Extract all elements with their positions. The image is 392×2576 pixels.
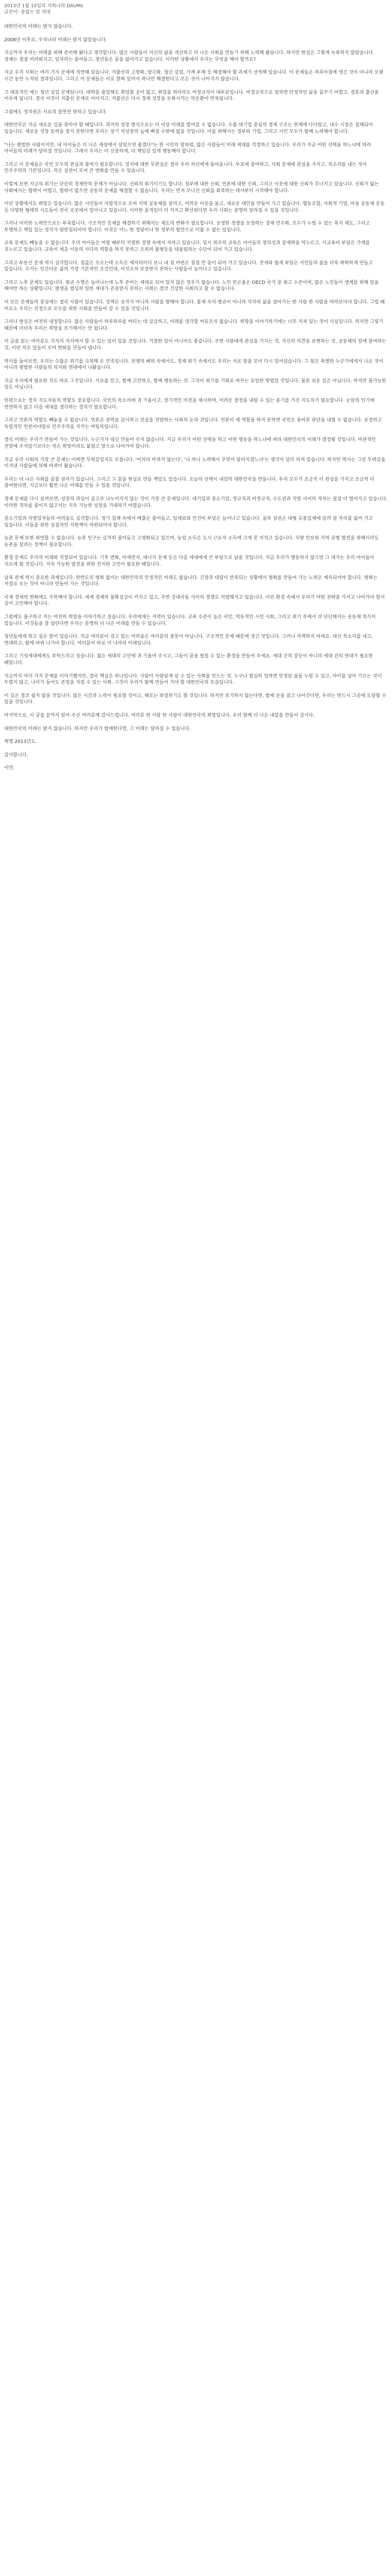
article-paragraph: 그러나 이러한 노력만으로는 부족합니다. 구조적인 문제를 해결하기 위해서는 제도의 변화가 필요합니다. 공정한 경쟁을 보장하는 경제 민주화, 모두가 누릴 수 있는 복지 제도, 그리고 투명하고 책임 있는 정치가 뒷받침되어야 합니다. 이것은 어느 한 정당이나 한 정부의 힘만으로 이룰 수 없는 일입니다. xyxy=(4,221,370,233)
article-paragraph: 환경 문제도 우리의 미래와 직결되어 있습니다. 기후 변화, 미세먼지, 에너지 문제 등은 다음 세대에게 큰 부담으로 남을 것입니다. 지금 우리가 행동하지 않으면 그 대가는 우리 아이들이 치르게 될 것입니다. 지속 가능한 발전을 위한 진지한 고민이 필요한 때입니다. xyxy=(4,555,374,568)
closing-line-3: 이만. xyxy=(4,766,15,771)
closing-line-1: 혁명 2013년도. xyxy=(4,739,37,745)
article-paragraph: 국제 정세의 변화에도 주목해야 합니다. 세계 경제의 불확실성이 커지고 있고, 주변 강대국들 사이의 경쟁도 치열해지고 있습니다. 이런 환경 속에서 우리가 어떤 전략을 가지고 나아가야 할지 깊이 고민해야 합니다. xyxy=(4,595,385,607)
article-paragraph: 그럼에도 정치권은 서로의 잘못만 탓하고 있습니다. xyxy=(4,109,107,115)
article-paragraph: 우리는 더 나은 사회를 꿈꿀 권리가 있습니다. 그리고 그 꿈을 현실로 만들 책임도 있습니다. 오늘의 선택이 내일의 대한민국을 만듭니다. 우리 모두가 조금씩 더 관심을 가지고 조금씩 더 참여한다면, 지금보다 훨씬 나은 미래를 만들 수 있을 것입니다. xyxy=(4,477,374,489)
article-paragraph: 대한민국은 지금 새로운 길을 찾아야 할 때입니다. 과거의 성장 방식으로는 더 이상 미래를 열어갈 수 없습니다. 수출 대기업 중심의 경제 구조는 한계에 다다랐고, 내수 시장은 침체되어 있습니다. 새로운 성장 동력을 찾지 못한다면 우리는 장기 저성장의 늪에 빠질 수밖에 없을 것입니다. 이를 위해서는 정부와 기업, 그리고 시민 모두가 함께 노력해야 합니다. xyxy=(4,123,373,134)
article-paragraph: 그리고 이 문제들은 국민 모두의 관심과 참여가 필요합니다. 정치에 대한 무관심은 결국 우리 자신에게 돌아옵니다. 투표에 참여하고, 사회 문제에 관심을 가지고, 목소리를 내는 것이 민주주의의 기본입니다. 작은 실천이 모여 큰 변화를 만들 수 있습니다. xyxy=(4,162,367,174)
article-paragraph: 이런 상황에서도 희망은 있습니다. 많은 시민들이 자발적으로 모여 지역 공동체를 살리고, 어려운 이웃을 돕고, 새로운 대안을 만들어 가고 있습니다. 협동조합, 사회적 기업, 마을 공동체 운동 등 다양한 형태의 시도들이 전국 곳곳에서 일어나고 있습니다. 이러한 움직임이 더 커지고 확산된다면 우리 사회는 분명히 달라질 수 있을 것입니다. xyxy=(4,201,385,213)
closing-line-2: 감사합니다. xyxy=(4,752,28,758)
article-paragraph: 대한민국의 미래는 밝지 않습니다. xyxy=(4,24,73,29)
post-date-line: 2013년 1월 10일의 저희나라 DAUMs xyxy=(4,4,84,9)
article-paragraph: 이 모든 문제들의 중심에는 결국 사람이 있습니다. 정책은 숫자가 아니라 사람을 향해야 합니다. 통계 속의 평균이 아니라 각자의 삶을 살아가는 한 사람 한 사람을 바라보아야 합니다. 그럴 때 비로소 우리는 진정으로 모두를 위한 사회를 만들어 갈 수 있을 것입니다. xyxy=(4,300,385,312)
article-paragraph: 남북 관계 역시 중요한 과제입니다. 한반도의 평화 없이는 대한민국의 안정적인 미래도 없습니다. 긴장과 대립이 반복되는 상황에서 평화를 만들어 가는 노력은 계속되어야 합니다. 평화는 저절로 오는 것이 아니라 만들어 가는 것입니다. xyxy=(4,575,378,587)
article-paragraph: 그리고 노후 문제도 있습니다. 평균 수명은 늘어나는데 노후 준비는 제대로 되어 있지 않은 경우가 많습니다. 노인 빈곤율은 OECD 국가 중 최고 수준이며, 많은 노인들이 생계를 위해 일을 해야만 하는 상황입니다. 평생을 열심히 일한 세대가 존중받지 못하는 사회는 결코 건강한 사회라고 할 수 없습니다. xyxy=(4,280,379,292)
article-paragraph: 지금 우리 사회는 여러 가지 문제에 직면해 있습니다. 저출산과 고령화, 양극화, 청년 실업, 가계 부채 등 해결해야 할 과제가 산적해 있습니다. 이 문제들은 하루아침에 생긴 것이 아니라 오랜 시간 동안 누적된 결과입니다. 그리고 이 문제들은 서로 얽혀 있어서 하나만 해결한다고 모든 것이 나아지지 않습니다. xyxy=(4,70,383,82)
article-paragraph: 역사를 돌아보면, 우리는 수많은 위기를 극복해 온 민족입니다. 전쟁의 폐허 속에서도, 경제 위기 속에서도 우리는 서로 힘을 모아 다시 일어섰습니다. 그 힘은 특별한 누군가에게서 나온 것이 아니라 평범한 사람들의 의지와 연대에서 나왔습니다. xyxy=(4,359,384,371)
article-body xyxy=(4,24,388,732)
article-paragraph: 농촌 문제 또한 외면할 수 없습니다. 농촌 인구는 급격히 줄어들고 고령화되고 있으며, 농업 소득은 도시 근로자 소득에 크게 못 미치고 있습니다. 식량 안보와 지역 균형 발전을 위해서라도 농촌을 살리는 정책이 필요합니다. xyxy=(4,536,379,548)
article-paragraph: 경제 문제를 다시 살펴보면, 성장의 과실이 골고루 나누어지지 않는 것이 가장 큰 문제입니다. 대기업과 중소기업, 정규직과 비정규직, 수도권과 지방 사이의 격차는 점점 더 벌어지고 있습니다. 이러한 격차를 줄이지 않고서는 지속 가능한 성장을 기대하기 어렵습니다. xyxy=(4,496,388,509)
article-paragraph: 마지막으로, 이 글을 끝까지 읽어 주신 여러분께 감사드립니다. 여러분 한 사람 한 사람이 대한민국의 희망입니다. 우리 함께 더 나은 내일을 만들어 갑시다. xyxy=(4,713,315,718)
article-paragraph: 지금까지 여러 가지 문제를 이야기했지만, 결국 핵심은 하나입니다. 사람이 사람답게 살 수 있는 사회를 만드는 것. 누구나 열심히 일하면 안정된 삶을 누릴 수 있고, 아이를 낳아 기르는 것이 두렵지 않고, 나이가 들어도 존엄을 지킬 수 있는 사회. 그것이 우리가 함께 만들어 가야 할 대한민국의 모습입니다. xyxy=(4,673,382,686)
article-paragraph: 청년들에게 하고 싶은 말이 있습니다. 지금 여러분이 겪고 있는 어려움은 여러분의 잘못이 아닙니다. 구조적인 문제 때문에 생긴 것입니다. 그러니 자책하지 마세요. 대신 목소리를 내고, 연대하고, 함께 바꿔 나가야 합니다. 여러분이 바로 이 나라의 미래입니다. xyxy=(4,634,373,646)
article-paragraph: 그럼에도 불구하고 저는 여전히 희망을 이야기하고 싶습니다. 우리에게는 저력이 있습니다. 교육 수준이 높은 국민, 역동적인 시민 사회, 그리고 위기 속에서 더 단단해지는 공동체 의식이 있습니다. 이것들을 잘 살린다면 우리는 분명히 더 나은 미래를 만들 수 있습니다. xyxy=(4,615,376,626)
article-paragraph: 2008년 이후로, 우리나라 미래는 밝지 않았습니다. xyxy=(4,37,107,43)
article-paragraph: 대한민국의 미래는 밝지 않습니다. 하지만 우리가 함께한다면, 그 미래는 달라질 수 있습니다. xyxy=(4,726,191,732)
article-paragraph: 지금 우리 사회의 가장 큰 문제는 어쩌면 무력감일지도 모릅니다. '어차피 바뀌지 않는다', '나 하나 노력해서 무엇이 달라지겠느냐'는 생각이 널리 퍼져 있습니다. 하지만 역사는 그런 무력감을 이겨낸 사람들에 의해 바뀌어 왔습니다. xyxy=(4,457,386,469)
article-paragraph: 중소기업과 자영업자들의 어려움도 심각합니다. 경기 침체 속에서 매출은 줄어들고, 임대료와 인건비 부담은 늘어나고 있습니다. 골목 상권은 대형 유통업체에 밀려 설 자리를 잃어 가고 있습니다. 이들을 위한 실질적인 지원책이 마련되어야 합니다. xyxy=(4,516,373,528)
article-paragraph: 결국 미래는 우리가 만들어 가는 것입니다. 누군가가 대신 만들어 주지 않습니다. 지금 우리가 어떤 선택을 하고 어떤 행동을 하느냐에 따라 대한민국의 미래가 결정될 것입니다. 비관적인 전망에 주저앉기보다는 작은 희망이라도 붙잡고 앞으로 나아가야 합니다. xyxy=(4,437,376,449)
article-paragraph: 지금 우리에게 필요한 것도 바로 그것입니다. 서로를 믿고, 함께 고민하고, 함께 행동하는 것. 그것이 위기를 기회로 바꾸는 유일한 방법일 것입니다. 물론 쉬운 일은 아닙니다. 하지만 불가능한 일도 아닙니다. xyxy=(4,378,386,391)
closing-block xyxy=(4,739,388,772)
document-page xyxy=(0,0,392,772)
article-paragraph: 그리고 기성세대에게도 부탁드리고 싶습니다. 젊은 세대의 고민에 귀 기울여 주시고, 그들이 꿈을 펼칠 수 있는 환경을 만들어 주세요. 세대 간의 갈등이 아니라 세대 간의 연대가 필요한 때입니다. xyxy=(4,654,373,666)
article-paragraph: 한편으로는 정치 지도자들의 역할도 중요합니다. 국민의 목소리에 귀 기울이고, 장기적인 비전을 제시하며, 어려운 결정을 내릴 수 있는 용기를 가진 지도자가 필요합니다. 눈앞의 인기에 연연하지 않고 다음 세대를 생각하는 정치가 필요합니다. xyxy=(4,398,374,410)
article-paragraph: 지금까지 우리는 미래를 위해 준비해 왔다고 생각합니다. 많은 사람들이 자신의 삶을 개선하고 더 나은 사회를 만들기 위해 노력해 왔습니다. 하지만 현실은 그렇게 녹록하지 않았습니다. 경제는 점점 어려워지고, 일자리는 줄어들고, 청년들은 꿈을 잃어가고 있습니다. 이러한 상황에서 우리는 무엇을 해야 할까요? xyxy=(4,50,374,62)
article-paragraph: 이렇게 보면 지금의 위기는 단순히 경제만의 문제가 아닙니다. 신뢰의 위기이기도 합니다. 정부에 대한 신뢰, 언론에 대한 신뢰, 그리고 이웃에 대한 신뢰가 무너지고 있습니다. 신뢰가 없는 사회에서는 협력이 어렵고, 협력이 없으면 공동의 문제를 해결할 수 없습니다. 우리는 먼저 무너진 신뢰를 회복하는 데서부터 시작해야 합니다. xyxy=(4,181,379,194)
article-paragraph: 그리고 언론의 역할도 빼놓을 수 없습니다. 언론은 권력을 감시하고 진실을 전달하는 사회의 눈과 귀입니다. 언론이 제 역할을 하지 못하면 국민은 올바른 판단을 내릴 수 없습니다. 공정하고 독립적인 언론이야말로 민주주의를 지키는 버팀목입니다. xyxy=(4,418,382,430)
article-paragraph: 교육 문제도 빼놓을 수 없습니다. 우리 아이들은 어릴 때부터 치열한 경쟁 속에서 자라고 있습니다. 입시 위주의 교육은 아이들의 창의성과 잠재력을 억누르고, 사교육비 부담은 가계를 짓누르고 있습니다. 교육이 계층 이동의 사다리 역할을 하지 못하고 오히려 불평등을 대물림하는 수단이 되어 가고 있습니다. xyxy=(4,241,370,253)
article-paragraph: 이 글을 읽는 여러분도 각자의 자리에서 할 수 있는 일이 있을 것입니다. 거창한 일이 아니어도 좋습니다. 주변 사람에게 관심을 가지는 것, 자신의 의견을 표현하는 것, 공동체의 일에 참여하는 것, 이런 작은 일들이 모여 변화를 만들어 냅니다. xyxy=(4,339,386,351)
article-paragraph: 그 대표적인 예는 청년 실업 문제입니다. 대학을 졸업해도 취업할 곳이 없고, 취업을 하더라도 비정규직이 대부분입니다. 비정규직으로 일하면 안정적인 삶을 꿈꾸기 어렵고, 결혼과 출산을 미루게 됩니다. 결국 이것이 저출산 문제로 이어지고, 저출산은 다시 경제 성장을 둔화시키는 악순환이 반복됩니다. xyxy=(4,90,379,102)
post-author-line: 글쓴이: 솔없는 맘 적대 xyxy=(4,10,51,15)
article-paragraph: 그러나 현실은 여전히 냉정합니다. 많은 사람들이 하루하루를 버티는 데 급급하고, 미래를 생각할 여유조차 없습니다. 희망을 이야기하기에는 너무 지쳐 있는 것이 사실입니다. 하지만 그렇기 때문에 더더욱 우리는 희망을 포기해서는 안 됩니다. xyxy=(4,319,384,331)
article-paragraph: 이 길은 결코 쉽지 않을 것입니다. 많은 시간과 노력이 필요할 것이고, 때로는 좌절하기도 할 것입니다. 하지만 포기하지 않는다면, 함께 손을 잡고 나아간다면, 우리는 반드시 그곳에 도달할 수 있을 것입니다. xyxy=(4,693,386,705)
article-paragraph: 그리고 부동산 문제 역시 심각합니다. 집값은 오르는데 소득은 제자리이다 보니 내 집 마련은 점점 먼 꿈이 되어 가고 있습니다. 전세와 월세 부담은 서민들의 삶을 더욱 팍팍하게 만들고 있습니다. 주거는 인간다운 삶의 가장 기본적인 조건인데, 이것조차 보장받지 못하는 사람들이 늘어나고 있습니다. xyxy=(4,260,373,273)
article-paragraph: "나는 평범한 사람이지만, 내 아이들은 더 나은 세상에서 살았으면 좋겠다"는 한 시민의 말처럼, 많은 사람들이 미래 세대를 걱정하고 있습니다. 우리가 지금 어떤 선택을 하느냐에 따라 아이들의 미래가 달라질 것입니다. 그래서 우리는 더 신중하게, 더 책임감 있게 행동해야 합니다. xyxy=(4,142,371,155)
